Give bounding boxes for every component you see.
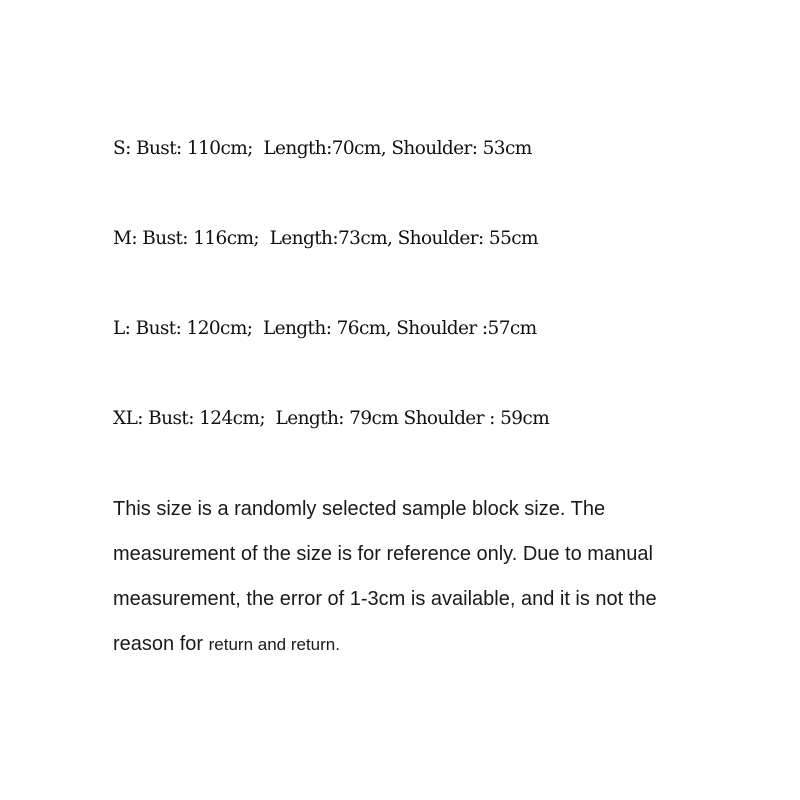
size-row-xl: XL: Bust: 124cm; Length: 79cm Shoulder : 59cm: [113, 408, 550, 429]
note-line-last-end: return and return.: [208, 635, 340, 654]
note-line: measurement of the size is for reference only. Due to manual: [113, 543, 653, 565]
note-line-last-start: reason for: [113, 633, 209, 655]
note-line: measurement, the error of 1-3cm is available, and it is not the: [113, 588, 657, 610]
size-row-m: M: Bust: 116cm; Length:73cm, Shoulder: 55cm: [113, 228, 538, 249]
size-row-s: S: Bust: 110cm; Length:70cm, Shoulder: 53cm: [113, 138, 532, 159]
note-line-last: [113, 631, 340, 658]
size-row-l: L: Bust: 120cm; Length: 76cm, Shoulder :57cm: [113, 318, 537, 339]
note-line: This size is a randomly selected sample block size. The: [113, 498, 606, 520]
